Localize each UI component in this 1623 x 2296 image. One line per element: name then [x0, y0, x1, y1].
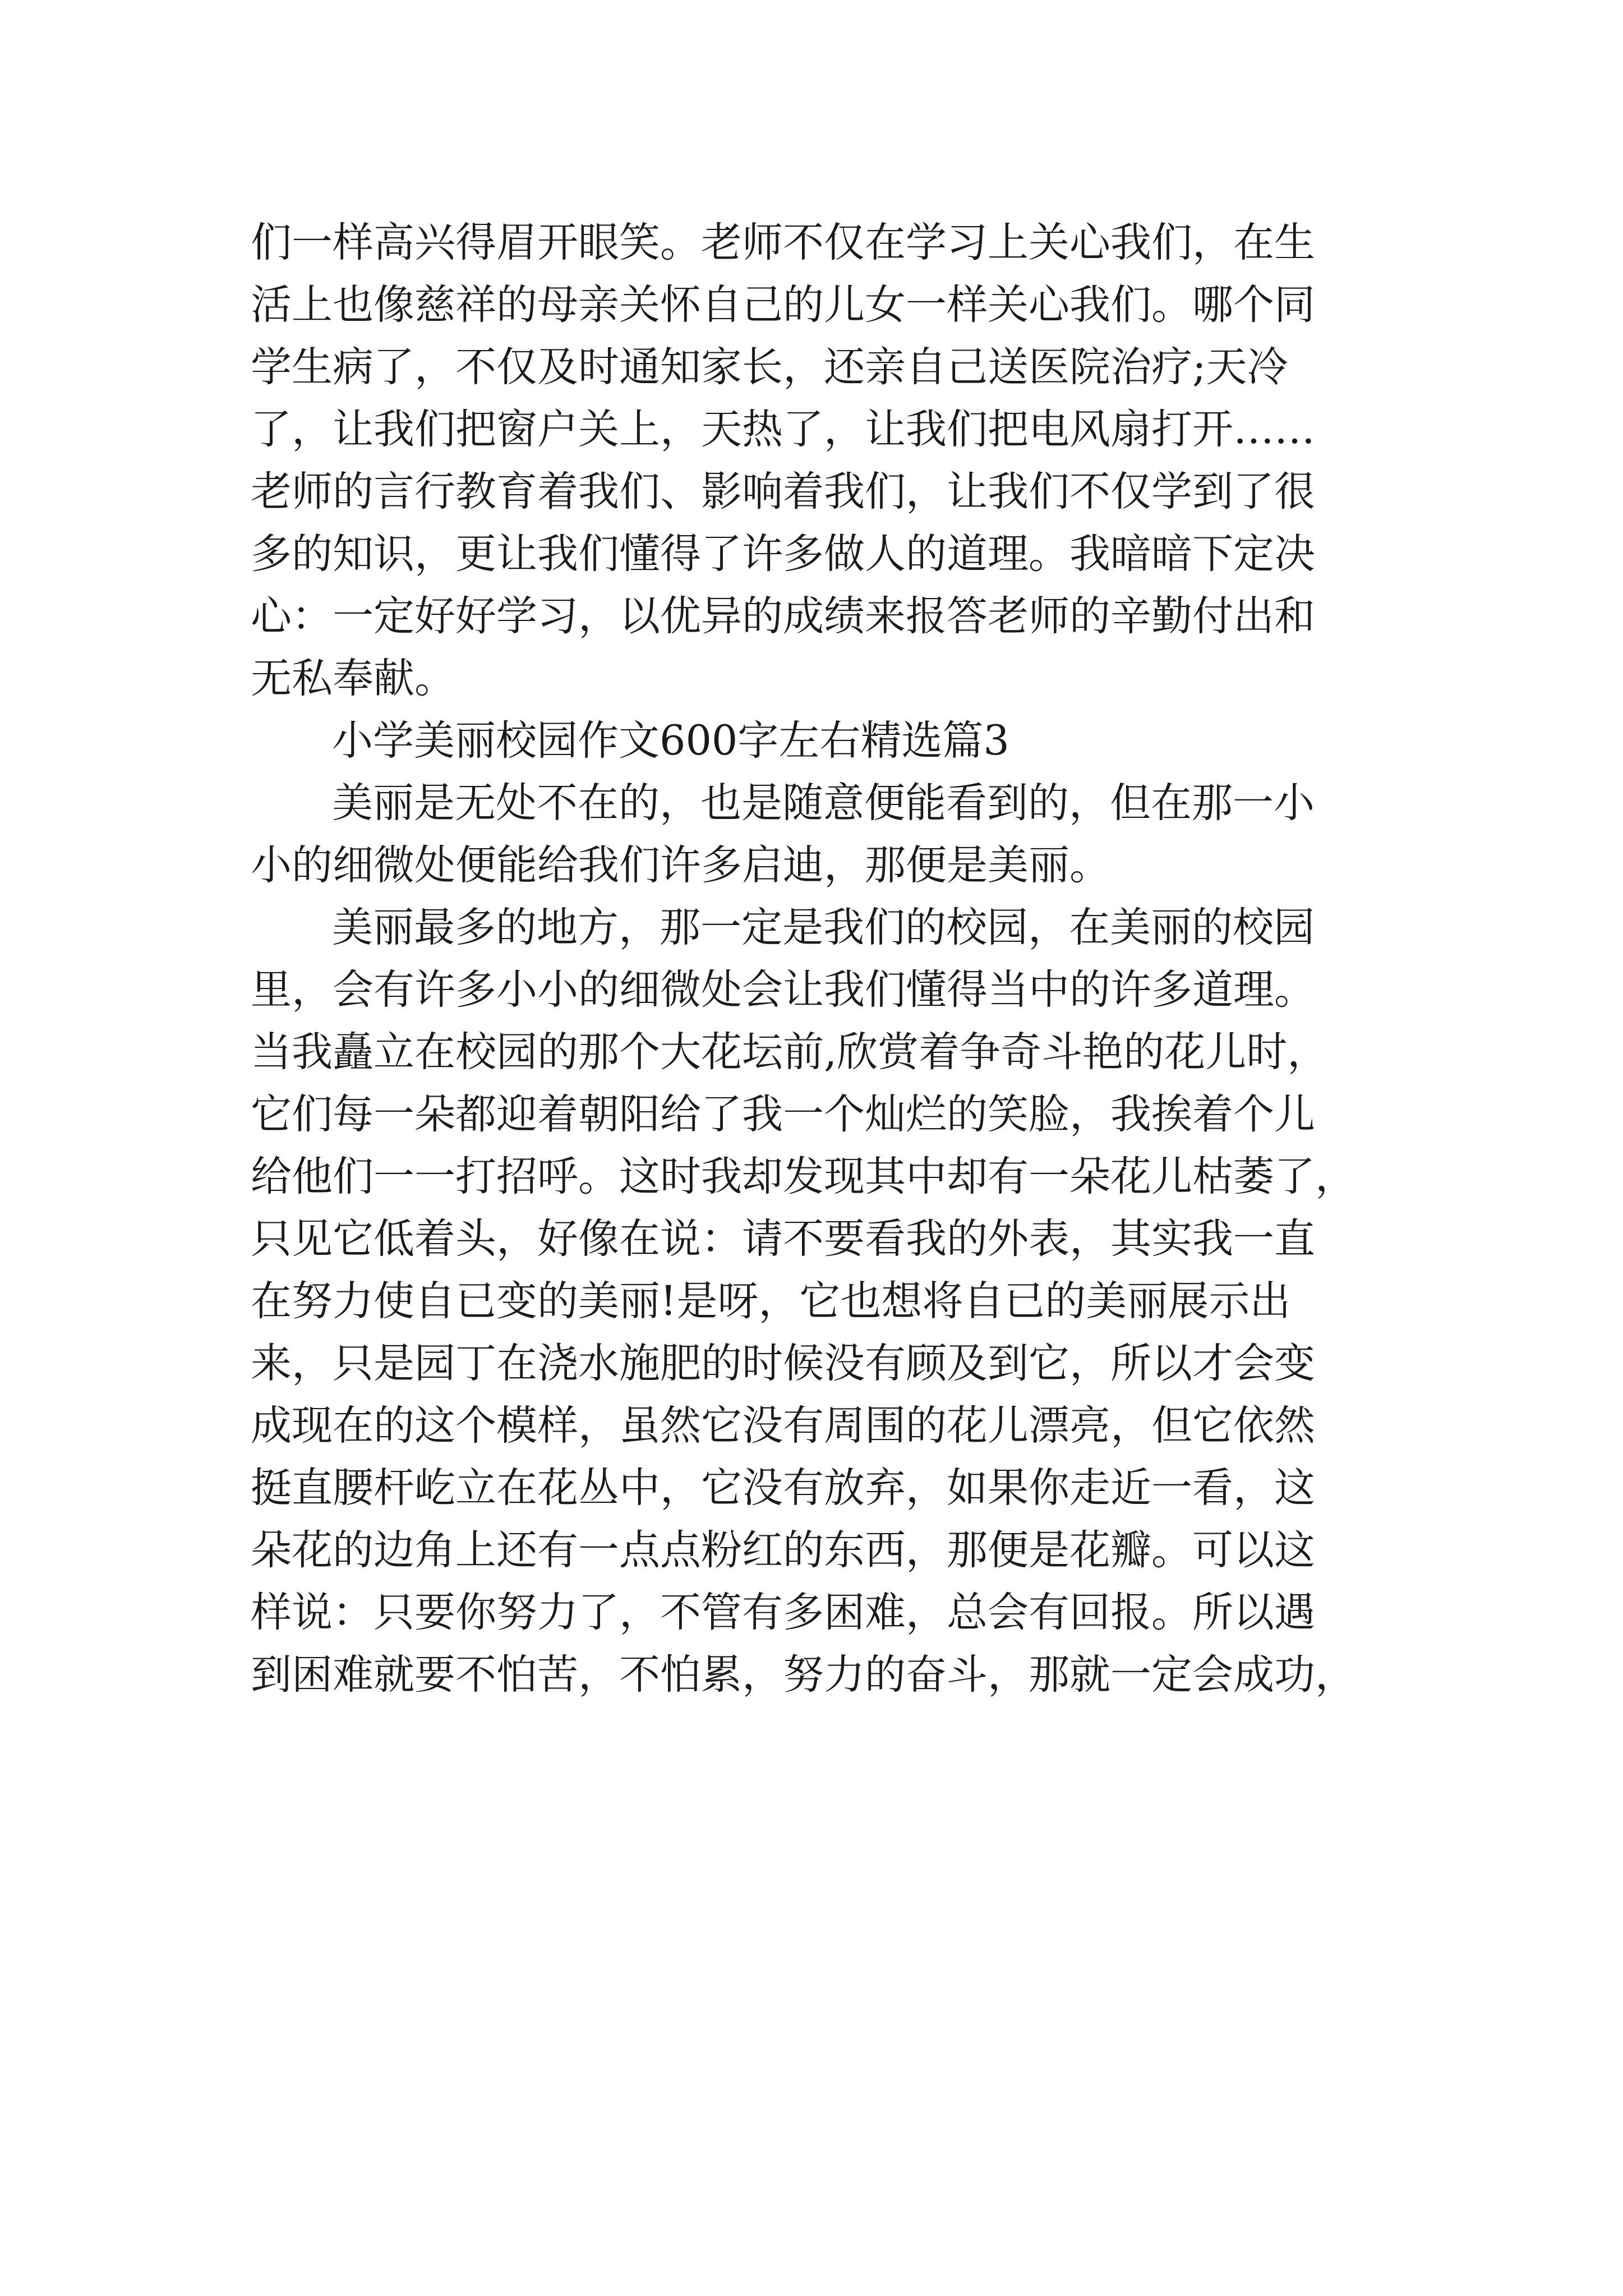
text-line: 在努力使自已变的美丽!是呀，它也想将自已的美丽展示出 [251, 1277, 1291, 1325]
text-line: 成现在的这个模样，虽然它没有周围的花儿漂亮，但它依然 [251, 1402, 1315, 1450]
text-line: 了，让我们把窗户关上，天热了，让我们把电风扇打开…… [251, 406, 1315, 453]
text-line: 它们每一朵都迎着朝阳给了我一个灿烂的笑脸，我挨着个儿 [251, 1091, 1315, 1138]
text-line: 活上也像慈祥的母亲关怀自己的儿女一样关心我们。哪个同 [251, 281, 1315, 329]
text-line: 只见它低着头，好像在说：请不要看我的外表，其实我一直 [251, 1215, 1315, 1263]
text-line: 当我矗立在校园的那个大花坛前,欣赏着争奇斗艳的花儿时， [251, 1028, 1329, 1076]
text-line: 美丽最多的地方，那一定是我们的校园，在美丽的校园 [332, 904, 1315, 951]
text-line: 挺直腰杆屹立在花丛中，它没有放弃，如果你走近一看，这 [251, 1464, 1315, 1512]
text-line: 给他们一一打招呼。这时我却发现其中却有一朵花儿枯萎了， [251, 1153, 1356, 1200]
text-line: 学生病了，不仅及时通知家长，还亲自己送医院治疗;天冷 [251, 343, 1288, 391]
text-line: 朵花的边角上还有一点点粉红的东西，那便是花瓣。可以这 [251, 1526, 1315, 1574]
text-line: 到困难就要不怕苦，不怕累，努力的奋斗，那就一定会成功， [251, 1651, 1356, 1699]
text-line: 样说：只要你努力了，不管有多困难，总会有回报。所以遇 [251, 1589, 1315, 1636]
text-line: 无私奉献。 [251, 655, 455, 702]
text-line: 小的细微处便能给我们许多启迪，那便是美丽。 [251, 841, 1110, 889]
section-title: 小学美丽校园作文600字左右精选篇3 [332, 717, 1009, 765]
text-line: 美丽是无处不在的，也是随意便能看到的，但在那一小 [332, 779, 1315, 827]
text-line: 心：一定好好学习，以优异的成绩来报答老师的辛勤付出和 [251, 592, 1315, 640]
text-line: 们一样高兴得眉开眼笑。老师不仅在学习上关心我们，在生 [251, 219, 1315, 266]
text-line: 里，会有许多小小的细微处会让我们懂得当中的许多道理。 [251, 966, 1315, 1014]
text-line: 多的知识，更让我们懂得了许多做人的道理。我暗暗下定决 [251, 530, 1315, 578]
text-line: 老师的言行教育着我们、影响着我们，让我们不仅学到了很 [251, 468, 1315, 516]
text-line: 来，只是园丁在浇水施肥的时候没有顾及到它，所以才会变 [251, 1340, 1315, 1387]
